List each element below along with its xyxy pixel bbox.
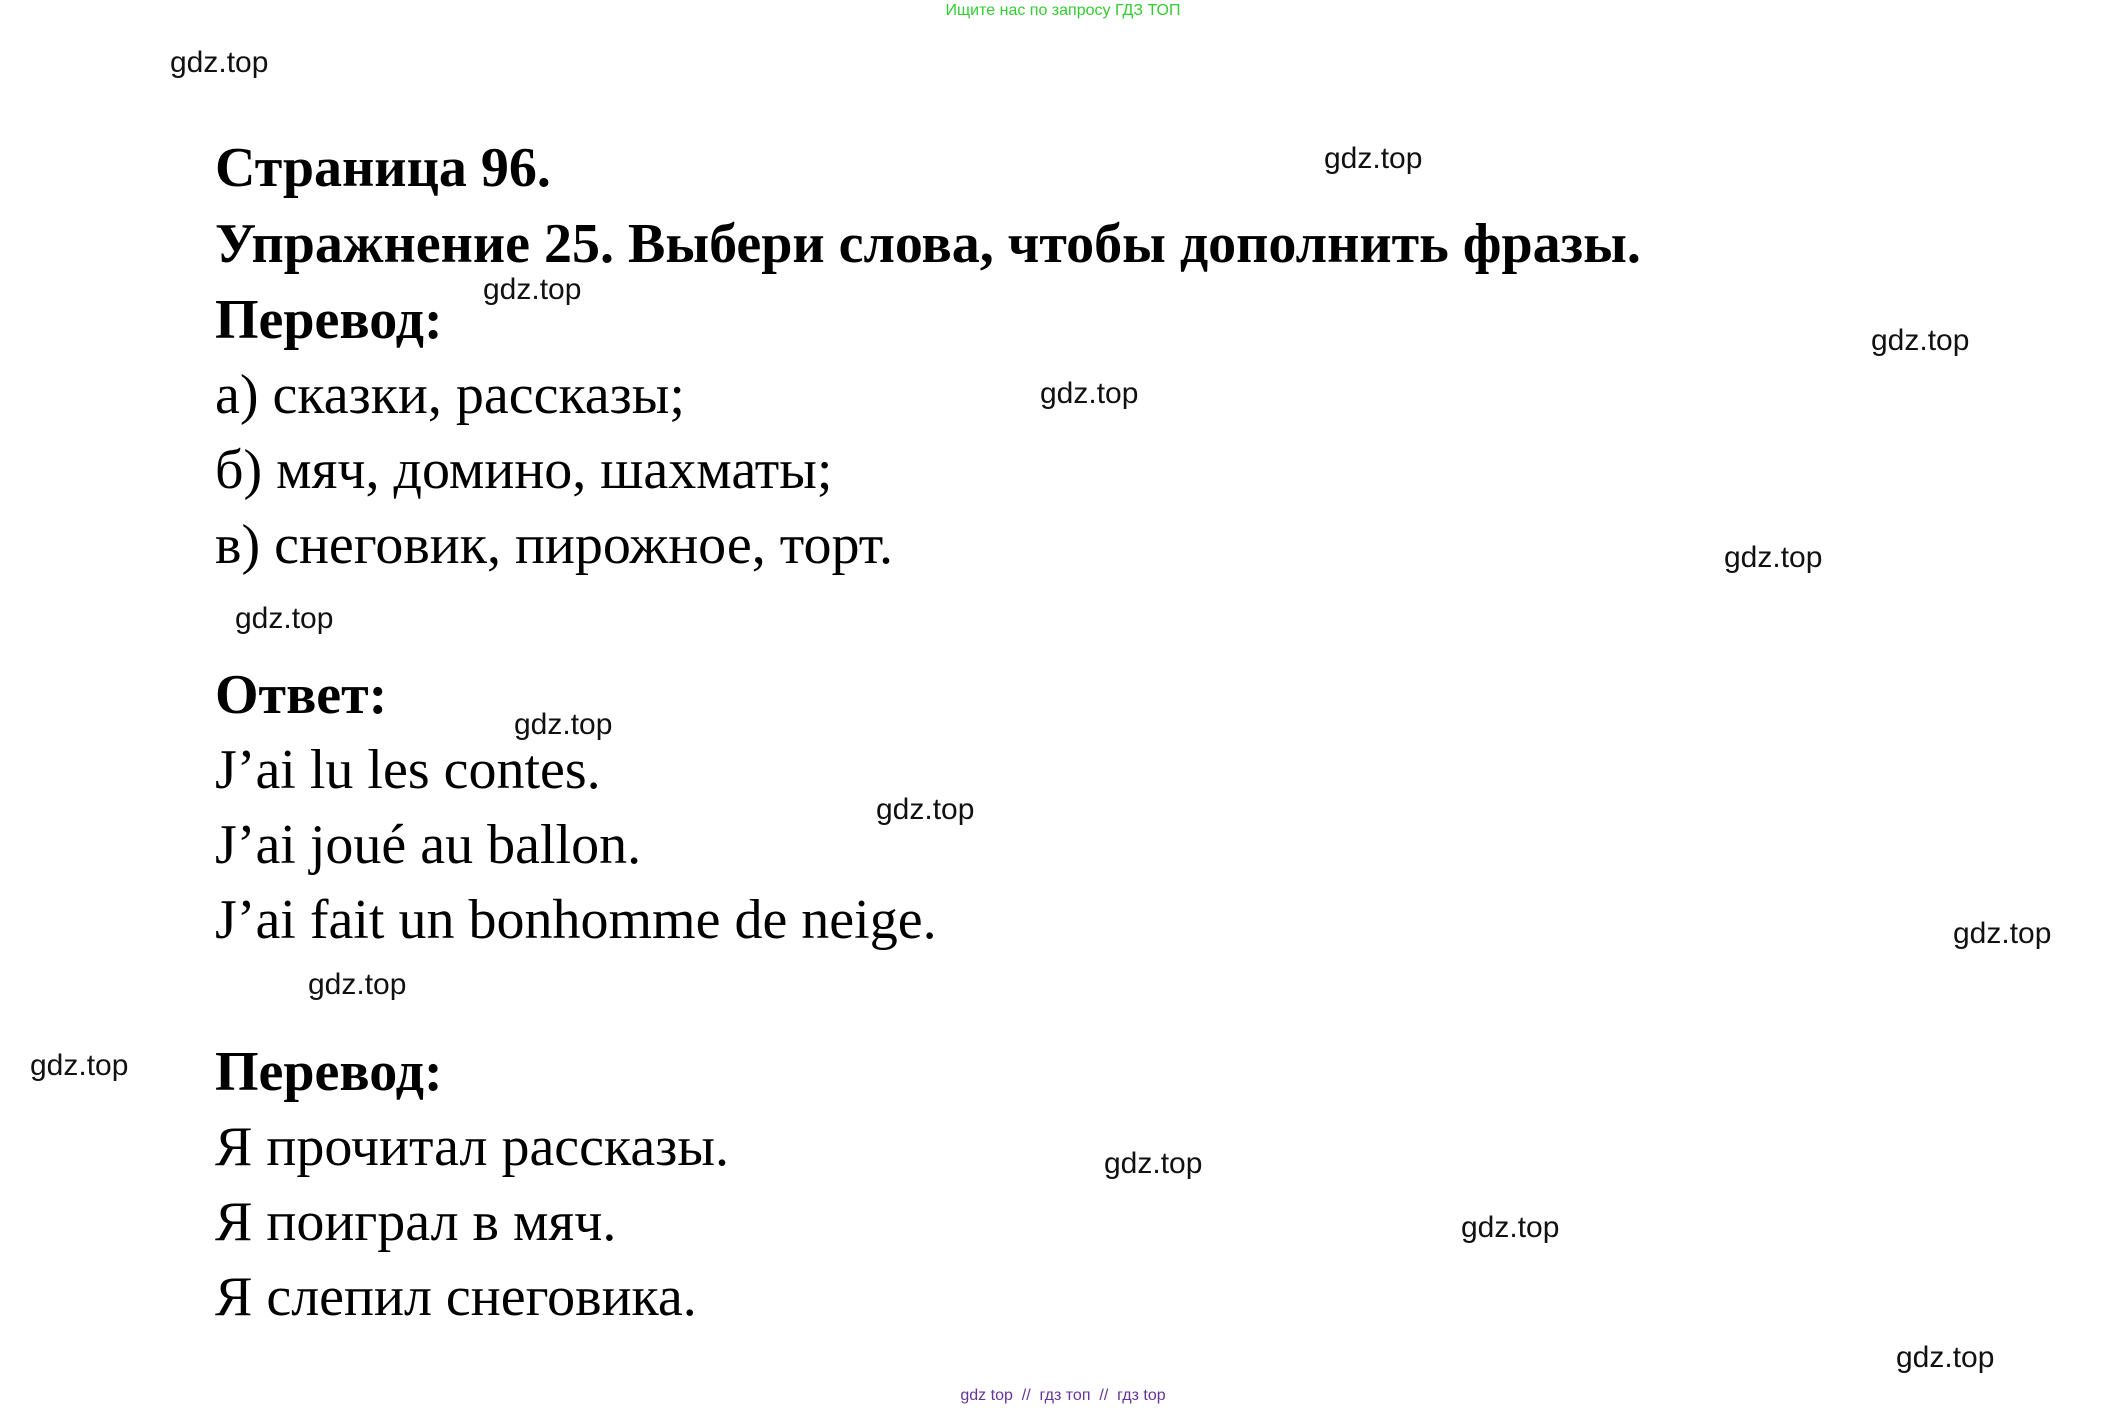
answer-translation-heading: Перевод: (215, 1041, 443, 1103)
watermark: gdz.top (1871, 324, 1970, 357)
watermark: gdz.top (1953, 917, 2052, 950)
watermark: gdz.top (170, 46, 269, 79)
watermark: gdz.top (1324, 142, 1423, 175)
answer-line: J’ai fait un bonhomme de neige. (215, 889, 937, 951)
watermark: gdz.top (1104, 1147, 1203, 1180)
page-title: Страница 96. (215, 137, 551, 199)
answer-line: J’ai joué au ballon. (215, 814, 642, 876)
watermark: gdz.top (1896, 1341, 1995, 1374)
answer-heading: Ответ: (215, 664, 388, 726)
translation-heading: Перевод: (215, 289, 443, 351)
answer-line: J’ai lu les contes. (215, 739, 601, 801)
watermark: gdz.top (483, 273, 582, 306)
watermark: gdz.top (1724, 541, 1823, 574)
answer-translation-line: Я поиграл в мяч. (215, 1191, 617, 1253)
watermark: gdz.top (30, 1049, 129, 1082)
bottom-banner: gdz top // гдз топ // гдз top (960, 1387, 1166, 1404)
translation-item: а) сказки, рассказы; (215, 364, 685, 426)
watermark: gdz.top (514, 708, 613, 741)
watermark: gdz.top (1040, 377, 1139, 410)
exercise-title: Упражнение 25. Выбери слова, чтобы дополнить фразы. (215, 213, 1641, 275)
watermark: gdz.top (876, 793, 975, 826)
answer-translation-line: Я слепил снеговика. (215, 1266, 697, 1328)
translation-item: в) снеговик, пирожное, торт. (215, 514, 893, 576)
top-banner: Ищите нас по запросу ГДЗ ТОП (945, 2, 1181, 19)
answer-translation-line: Я прочитал рассказы. (215, 1116, 729, 1178)
translation-item: б) мяч, домино, шахматы; (215, 439, 833, 501)
watermark: gdz.top (235, 602, 334, 635)
watermark: gdz.top (308, 968, 407, 1001)
watermark: gdz.top (1461, 1211, 1560, 1244)
